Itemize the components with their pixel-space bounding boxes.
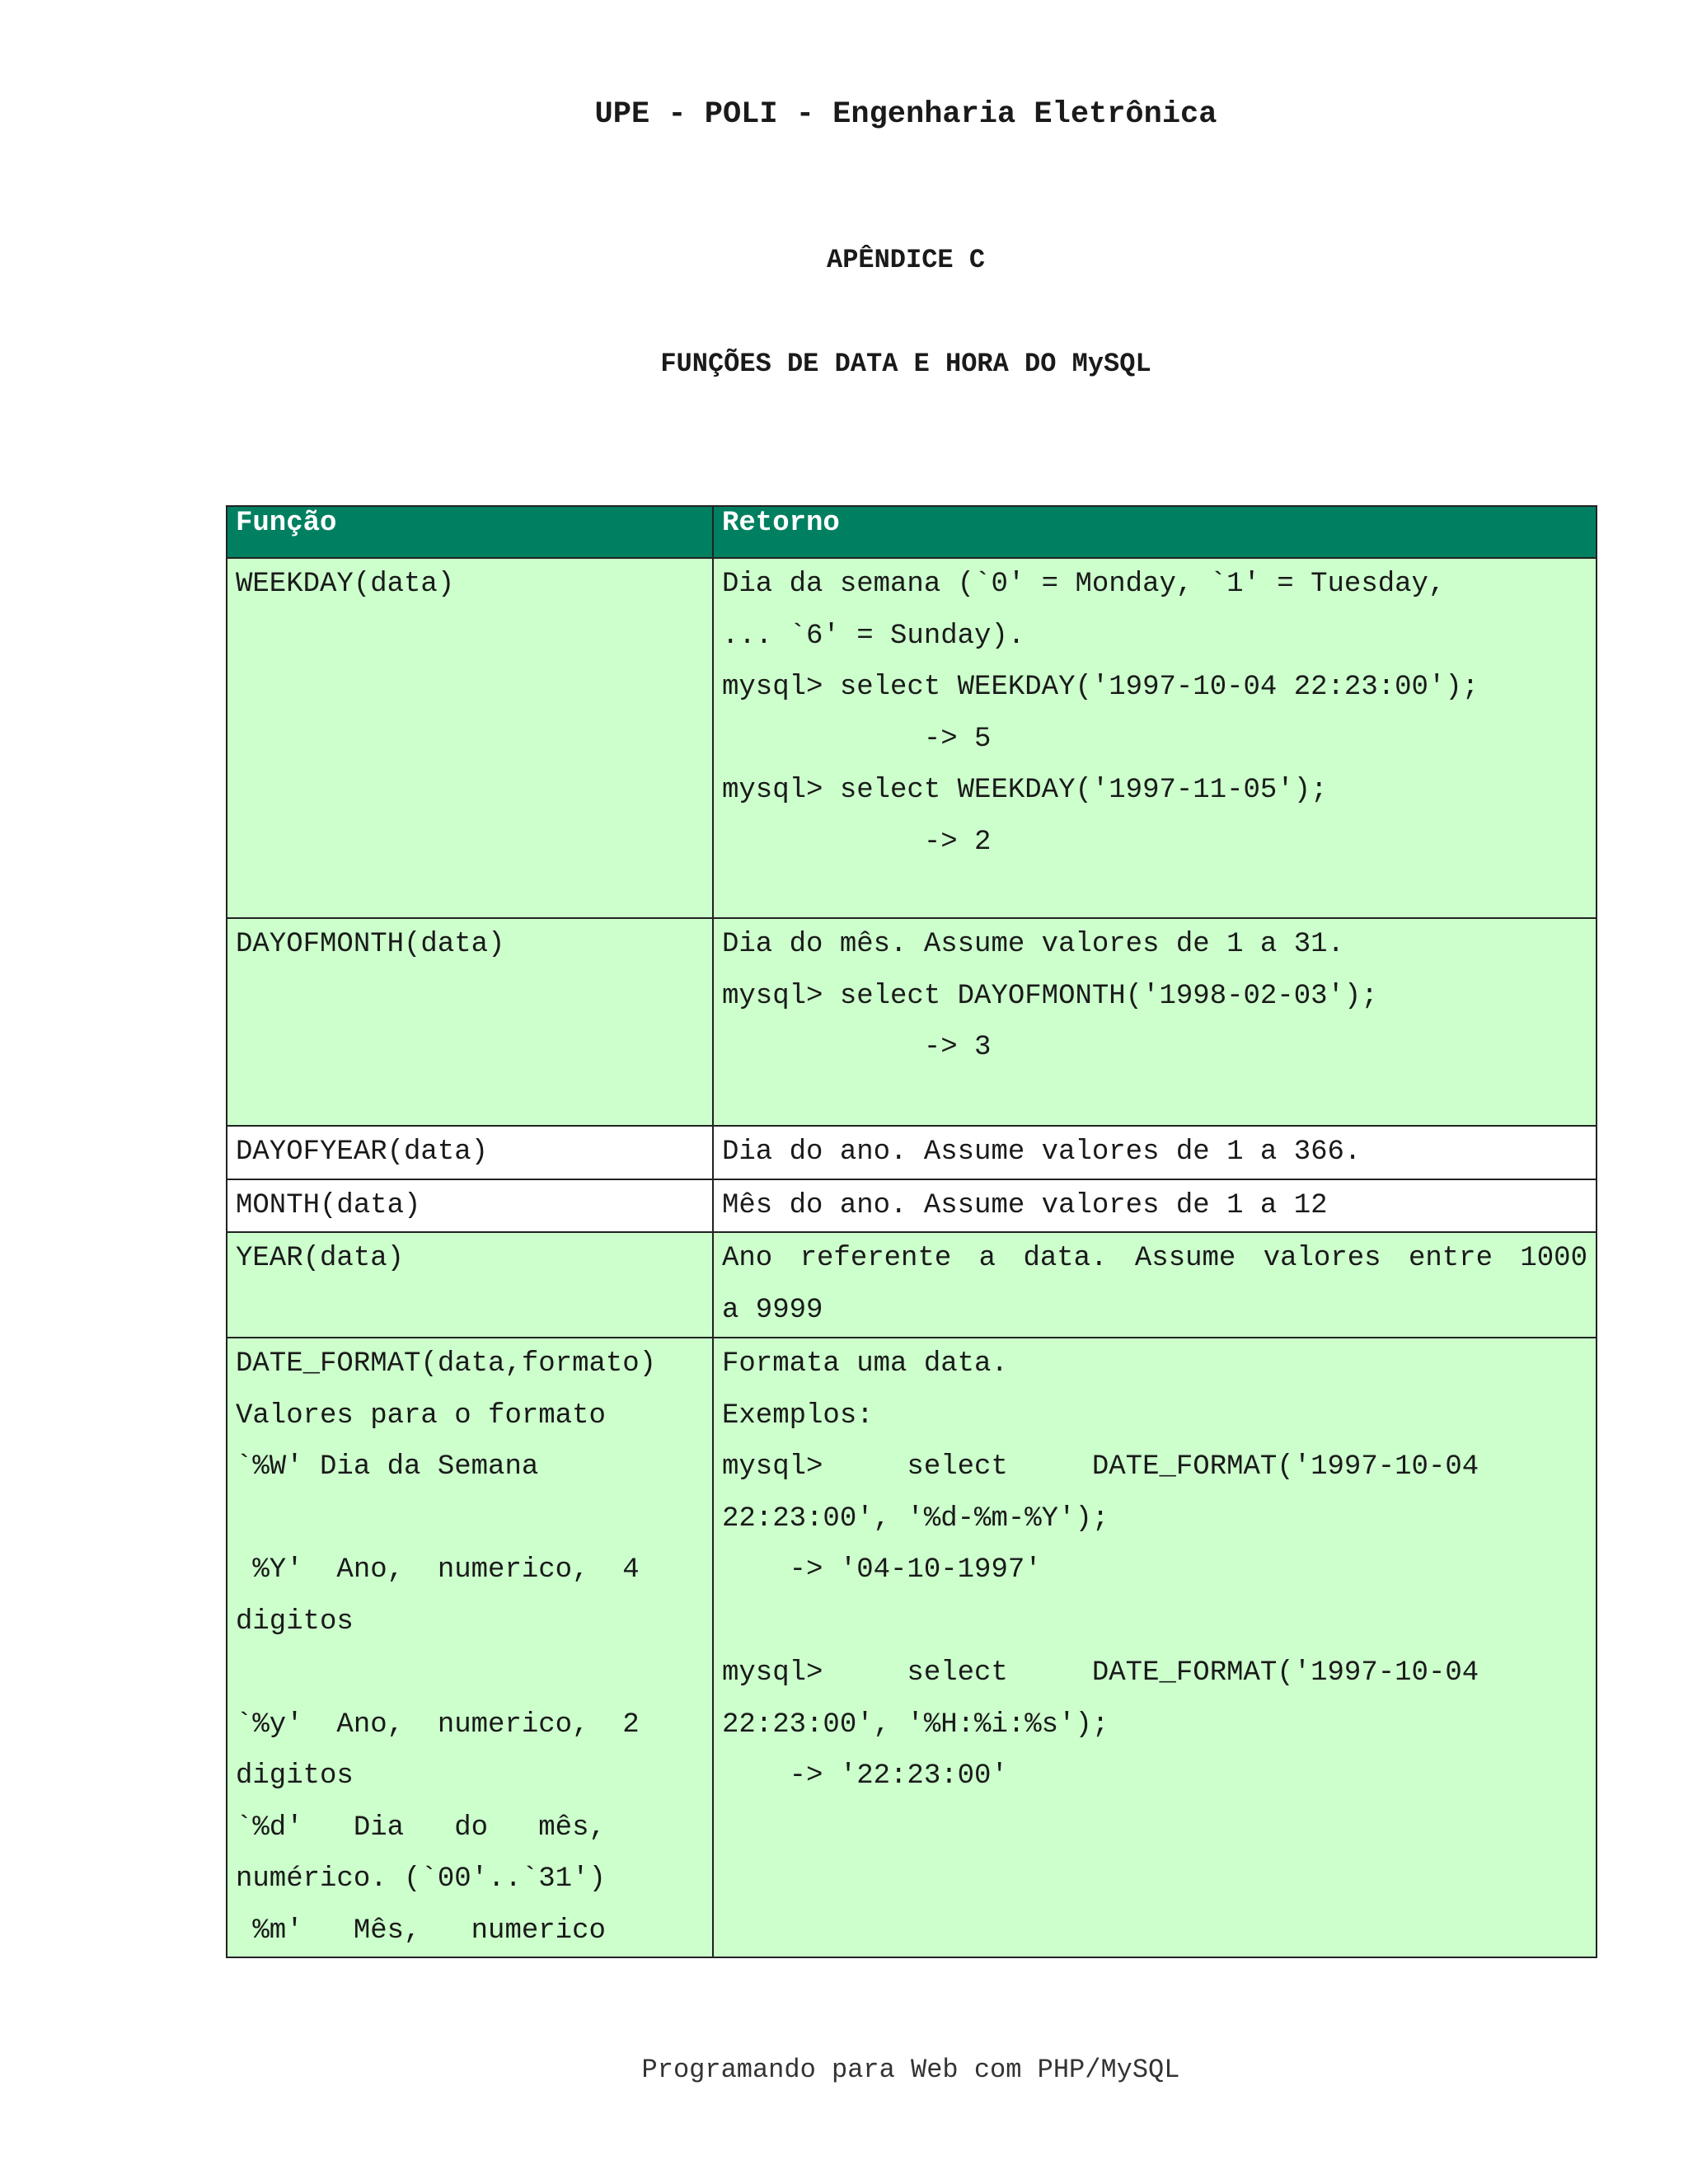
function-name: YEAR(data) [236, 1243, 405, 1274]
document-header-title: UPE - POLI - Engenharia Eletrônica [594, 97, 1217, 132]
return-line: -> 3 [722, 1032, 992, 1063]
return-line: Mês do ano. Assume valores de 1 a 12 [722, 1189, 1328, 1221]
return-cell [713, 558, 1597, 918]
return-line [722, 1596, 1587, 1648]
table-row-weekday [227, 558, 1597, 918]
return-cell [713, 1338, 1597, 1957]
return-line: Dia do mês. Assume valores de 1 a 31. [722, 929, 1344, 960]
appendix-title: APÊNDICE C [826, 245, 986, 275]
return-line: 22:23:00', '%H:%i:%s'); [722, 1708, 1109, 1741]
column-header-funcao: Função [227, 506, 713, 558]
function-cell [227, 1232, 713, 1338]
return-line: Formata uma data. [722, 1348, 1008, 1380]
function-line: %Y' Ano, numerico, 4 [236, 1554, 640, 1586]
return-line: Ano referente a data. Assume valores entre 1000 [722, 1243, 1587, 1274]
return-line: -> 5 [722, 723, 992, 755]
return-cell [713, 1126, 1597, 1179]
table-row-date-format [227, 1338, 1597, 1957]
return-line: mysql> select WEEKDAY('1997-10-04 22:23:00'); [722, 672, 1479, 703]
function-name: DATE_FORMAT(data,formato) [236, 1348, 657, 1380]
return-cell [713, 1232, 1597, 1338]
function-line: digitos [236, 1605, 354, 1638]
function-line: digitos [236, 1760, 354, 1792]
function-line: numérico. (`00'..`31') [236, 1863, 606, 1895]
functions-table [226, 505, 1597, 1958]
table-row-dayofmonth [227, 918, 1597, 1126]
return-line: Exemplos: [722, 1399, 874, 1432]
return-line: mysql> select WEEKDAY('1997-11-05'); [722, 775, 1328, 806]
return-line: mysql> select DATE_FORMAT('1997-10-04 [722, 1657, 1479, 1689]
function-name: MONTH(data) [236, 1189, 421, 1221]
return-line: -> 2 [722, 826, 992, 858]
function-cell [227, 1338, 713, 1957]
return-line: Dia da semana (`0' = Monday, `1' = Tuesday, [722, 569, 1446, 600]
table-row-dayofyear [227, 1126, 1597, 1179]
return-cell [713, 1179, 1597, 1233]
function-line: %m' Mês, numerico [236, 1915, 606, 1947]
function-name: WEEKDAY(data) [236, 569, 455, 600]
function-cell [227, 918, 713, 1126]
function-cell [227, 558, 713, 918]
return-line: mysql> select DAYOFMONTH('1998-02-03'); [722, 980, 1378, 1012]
function-line [236, 1493, 704, 1545]
return-cell [713, 918, 1597, 1126]
return-line: Dia do ano. Assume valores de 1 a 366. [722, 1137, 1362, 1168]
return-line: ... `6' = Sunday). [722, 620, 1025, 652]
return-line: mysql> select DATE_FORMAT('1997-10-04 [722, 1451, 1479, 1483]
function-cell [227, 1179, 713, 1233]
section-title: FUNÇÕES DE DATA E HORA DO MySQL [660, 349, 1151, 379]
function-cell [227, 1126, 713, 1179]
function-line: Valores para o formato [236, 1399, 606, 1432]
table-header-row [227, 506, 1597, 558]
return-line: -> '22:23:00' [722, 1760, 1008, 1792]
table-row-month [227, 1179, 1597, 1233]
return-line: -> '04-10-1997' [722, 1554, 1042, 1586]
function-name: DAYOFMONTH(data) [236, 929, 505, 960]
function-line [236, 1647, 704, 1699]
function-name: DAYOFYEAR(data) [236, 1137, 489, 1168]
return-line: a 9999 [722, 1294, 823, 1326]
column-header-retorno: Retorno [713, 506, 1597, 558]
page-footer: Programando para Web com PHP/MySQL [641, 2055, 1180, 2085]
return-line: 22:23:00', '%d-%m-%Y'); [722, 1502, 1109, 1535]
function-line: `%d' Dia do mês, [236, 1811, 606, 1844]
table-row-year [227, 1232, 1597, 1338]
function-line: `%W' Dia da Semana [236, 1451, 539, 1483]
function-line: `%y' Ano, numerico, 2 [236, 1708, 640, 1741]
